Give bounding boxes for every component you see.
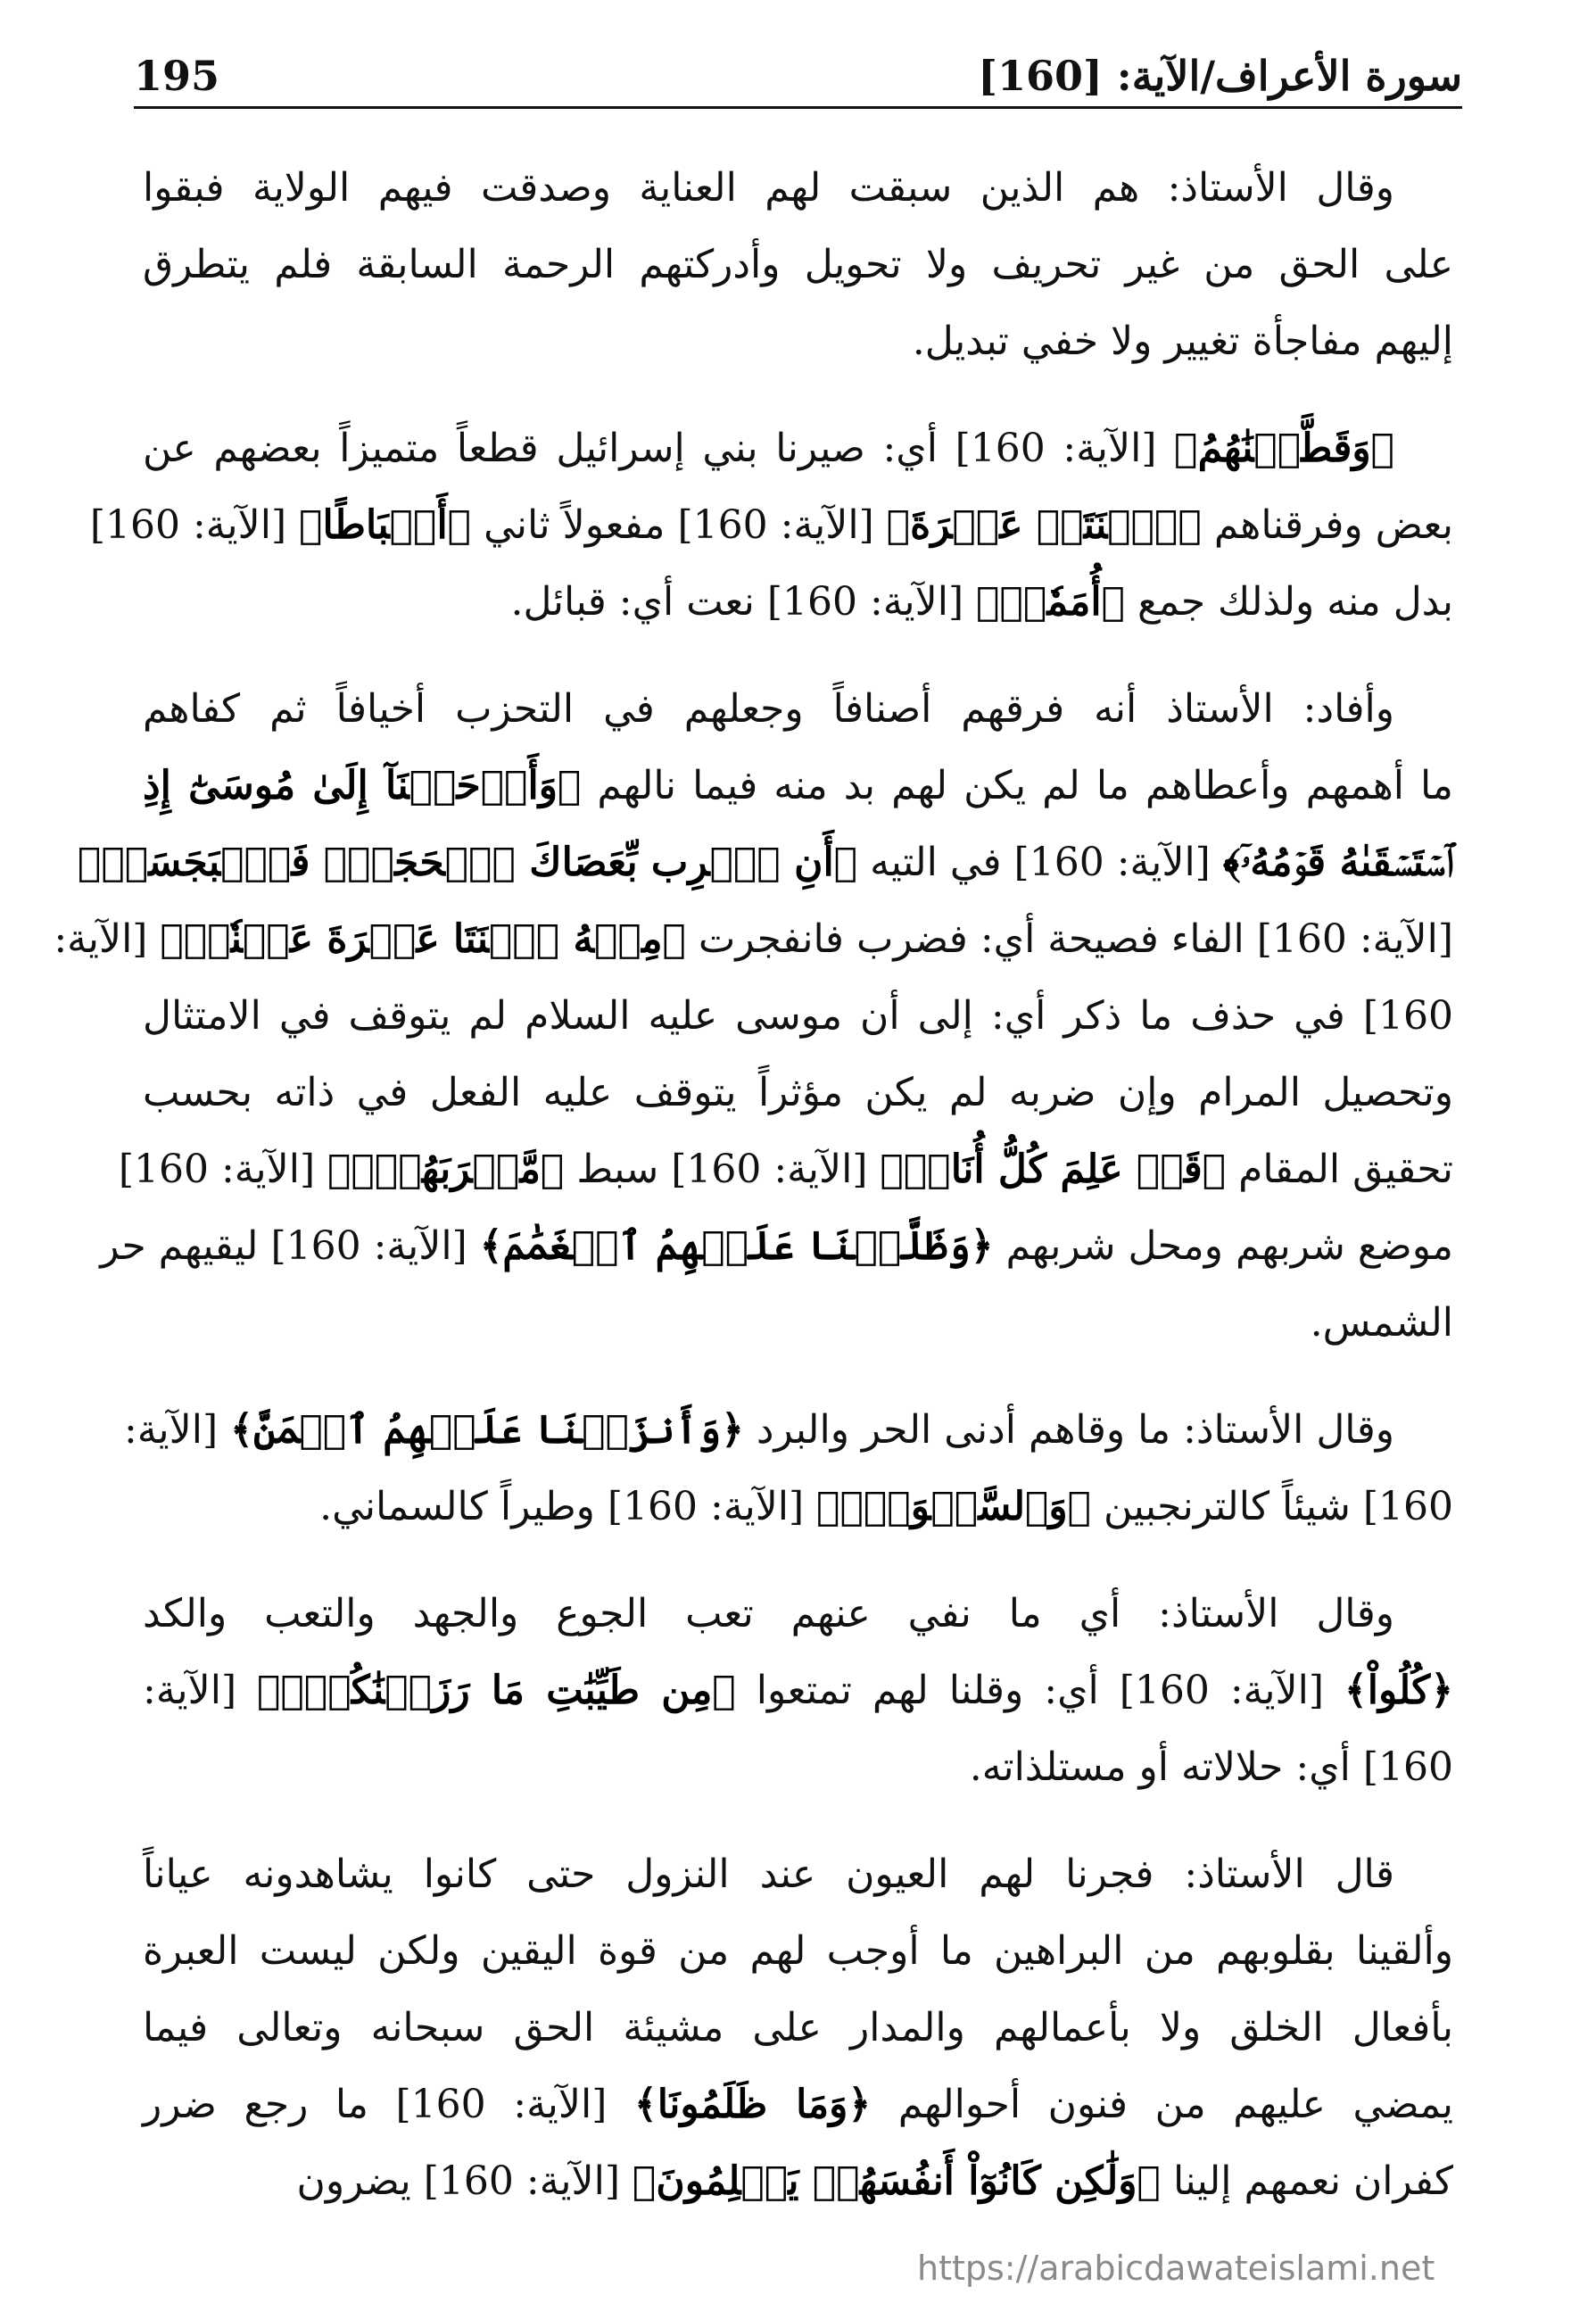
text-line bbox=[143, 410, 1453, 487]
text-run: [الآية: 160] في التيه bbox=[857, 840, 1223, 885]
text-line bbox=[143, 1990, 1453, 2067]
text-line bbox=[143, 1469, 1453, 1545]
text-run: يمضي عليهم من فنون أحوالهم bbox=[871, 2082, 1454, 2127]
text-run: [الآية: 160] وطيراً كالسماني. bbox=[319, 1484, 817, 1529]
text-run: وتحصيل المرام وإن ضربه لم يكن مؤثراً يتوقف عليه الفعل في ذاته بحسب bbox=[143, 1070, 1453, 1115]
quran-quote: ﴿كُلُواْ﴾ bbox=[1344, 1668, 1453, 1713]
text-run: الشمس. bbox=[1310, 1300, 1453, 1346]
paragraph-gap bbox=[143, 1362, 1453, 1392]
text-run: [الآية: 160] أي: صيرنا بني إسرائيل قطعاً متميزاً بعضهم عن bbox=[143, 426, 1175, 471]
text-run: موضع شربهم ومحل شربهم bbox=[993, 1223, 1453, 1269]
text-run: [الآية: 160] نعت أي: قبائل. bbox=[510, 579, 977, 625]
paragraph-gap bbox=[143, 641, 1453, 671]
quran-quote: ﴿مِن طَيِّبَٰتِ مَا رَزَقۡنَٰكُمۡۚ﴾ bbox=[257, 1668, 736, 1713]
text-run: [الآية: 160] bbox=[118, 1147, 328, 1192]
quran-quote: ﴿وَأَنزَلۡنَا عَلَيۡهِمُ ٱلۡمَنَّ﴾ bbox=[230, 1407, 744, 1453]
text-line bbox=[143, 2143, 1453, 2220]
page-body bbox=[54, 150, 1454, 2220]
quran-quote: ﴿وَلَٰكِن كَانُوٓاْ أَنفُسَهُمۡ يَظۡلِمُونَ﴾ bbox=[633, 2158, 1161, 2204]
text-run: [الآية: 160] الفاء فصيحة أي: فضرب فانفجرت bbox=[685, 916, 1453, 962]
text-run: بأفعال الخلق ولا بأعمالهم والمدار على مشيئة الحق سبحانه وتعالى فيما bbox=[143, 2005, 1453, 2050]
quran-quote: ﴿وَٱلسَّلۡوَىٰۖ﴾ bbox=[816, 1484, 1092, 1529]
text-line bbox=[143, 564, 1453, 641]
paragraph-gap bbox=[143, 1806, 1453, 1836]
quran-quote: ﴿وَظَلَّلۡنَا عَلَيۡهِمُ ٱلۡغَمَٰمَ﴾ bbox=[479, 1223, 994, 1269]
quran-quote: ﴿وَقَطَّعۡنَٰهُمُ﴾ bbox=[1174, 426, 1395, 471]
text-run: قال الأستاذ: فجرنا لهم العيون عند النزول حتى كانوا يشاهدونه عياناً bbox=[143, 1851, 1394, 1897]
text-run: وقال الأستاذ: هم الذين سبقت لهم العناية وصدقت فيهم الولاية فبقوا bbox=[143, 165, 1394, 211]
text-line bbox=[143, 671, 1453, 748]
text-line bbox=[118, 1131, 1453, 1208]
quran-quote: ﴿مَّشۡرَبَهُمۡۚ﴾ bbox=[327, 1147, 565, 1192]
paragraph bbox=[54, 671, 1453, 1362]
text-line bbox=[100, 1208, 1453, 1285]
text-run: [الآية: 160] سبط bbox=[564, 1147, 881, 1192]
paragraph bbox=[124, 1392, 1453, 1545]
text-run: بعض وفرقناهم bbox=[1201, 502, 1453, 548]
text-line bbox=[143, 1652, 1453, 1729]
text-line bbox=[143, 1285, 1453, 1362]
text-run: [الآية: 160] bbox=[89, 502, 300, 548]
text-run: على الحق من غير تحريف ولا تحويل وأدركتهم الرحمة السابقة فلم يتطرق bbox=[143, 242, 1453, 287]
paragraph-gap bbox=[143, 380, 1453, 410]
text-run: وقال الأستاذ: ما وقاهم أدنى الحر والبرد bbox=[743, 1407, 1394, 1453]
quran-quote: ﴿وَمَا ظَلَمُونَا﴾ bbox=[633, 2082, 872, 2127]
header-rule bbox=[134, 106, 1462, 109]
text-line bbox=[143, 1836, 1453, 1913]
text-run: [الآية: 160] يضرون bbox=[296, 2158, 633, 2204]
text-run: [الآية: 160] ما رجع ضرر bbox=[143, 2082, 634, 2127]
text-line bbox=[78, 824, 1453, 901]
quran-quote: ﴿قَدۡ عَلِمَ كُلُّ أُنَاسٖ﴾ bbox=[880, 1147, 1227, 1192]
text-run: وقال الأستاذ: أي ما نفي عنهم تعب الجوع والجهد والتعب والكد bbox=[143, 1591, 1394, 1636]
text-run: [الآية: 160] مفعولاً ثاني bbox=[471, 502, 887, 548]
quran-quote: ﴿أَنِ ٱضۡرِب بِّعَصَاكَ ٱلۡحَجَرَۖ فَٱنۢبَجَسَتۡ﴾ bbox=[78, 840, 858, 885]
text-line bbox=[124, 1392, 1453, 1469]
text-line bbox=[143, 748, 1453, 824]
text-line bbox=[143, 1913, 1453, 1990]
paragraph bbox=[143, 1836, 1453, 2220]
text-run: [الآية: bbox=[124, 1407, 231, 1453]
paragraph-gap bbox=[143, 1545, 1453, 1576]
text-run: وألقينا بقلوبهم من البراهين ما أوجب لهم من قوة اليقين ولكن ليست العبرة bbox=[143, 1928, 1453, 1974]
quran-quote: ﴿ٱثۡنَتَيۡ عَشۡرَةَ﴾ bbox=[886, 502, 1202, 548]
quran-quote: ﴿مِنۡهُ ٱثۡنَتَا عَشۡرَةَ عَيۡنٗاۖ﴾ bbox=[160, 916, 686, 962]
text-run: [الآية: bbox=[143, 1668, 258, 1713]
text-run: تحقيق المقام bbox=[1226, 1147, 1453, 1192]
text-run: كفران نعمهم إلينا bbox=[1160, 2158, 1453, 2204]
text-run: إليهم مفاجأة تغيير ولا خفي تبديل. bbox=[912, 319, 1453, 364]
paragraph bbox=[89, 410, 1453, 641]
text-run: 160] شيئاً كالترنجبين bbox=[1091, 1484, 1453, 1529]
watermark: https://arabicdawateislami.net bbox=[917, 2249, 1435, 2288]
page-number: 195 bbox=[134, 52, 220, 100]
text-run: ما أهمهم وأعطاهم ما لم يكن لهم بد منه فيما نالهم bbox=[581, 763, 1453, 808]
paragraph bbox=[143, 1576, 1453, 1806]
paragraph bbox=[143, 150, 1453, 380]
surah-verse-title: سورة الأعراف/الآية: [160] bbox=[978, 52, 1462, 100]
text-line bbox=[143, 1729, 1453, 1806]
text-run: 160] أي: حلالاته أو مستلذاته. bbox=[969, 1744, 1453, 1790]
text-line bbox=[143, 978, 1453, 1055]
text-run: 160] في حذف ما ذكر أي: إلى أن موسى عليه السلام لم يتوقف في الامتثال bbox=[143, 993, 1453, 1039]
text-run: [الآية: 160] ليقيهم حر bbox=[100, 1223, 480, 1269]
page-header bbox=[134, 46, 1462, 109]
quran-quote: ﴿أُمَمٗاۚ﴾ bbox=[976, 579, 1126, 625]
text-line bbox=[143, 1055, 1453, 1131]
text-line bbox=[143, 1576, 1453, 1652]
text-run: بدل منه ولذلك جمع bbox=[1125, 579, 1453, 625]
text-run: [الآية: bbox=[54, 916, 161, 962]
text-line bbox=[143, 227, 1453, 303]
text-line bbox=[54, 901, 1453, 978]
text-line bbox=[89, 487, 1453, 564]
text-line bbox=[143, 150, 1453, 227]
quran-quote: ﴿وَأَوۡحَيۡنَآ إِلَىٰ مُوسَىٰٓ إِذِ bbox=[143, 763, 582, 808]
quran-quote: ﴿أَسۡبَاطًا﴾ bbox=[299, 502, 472, 548]
text-run: وأفاد: الأستاذ أنه فرقهم أصنافاً وجعلهم في التحزب أخيافاً ثم كفاهم bbox=[143, 686, 1394, 732]
text-line bbox=[143, 2067, 1453, 2143]
text-run: [الآية: 160] أي: وقلنا لهم تمتعوا bbox=[735, 1668, 1344, 1713]
quran-quote: ٱسۡتَسۡقَىٰهُ قَوۡمُهُۥٓ﴾ bbox=[1222, 840, 1453, 885]
text-line bbox=[143, 303, 1453, 380]
